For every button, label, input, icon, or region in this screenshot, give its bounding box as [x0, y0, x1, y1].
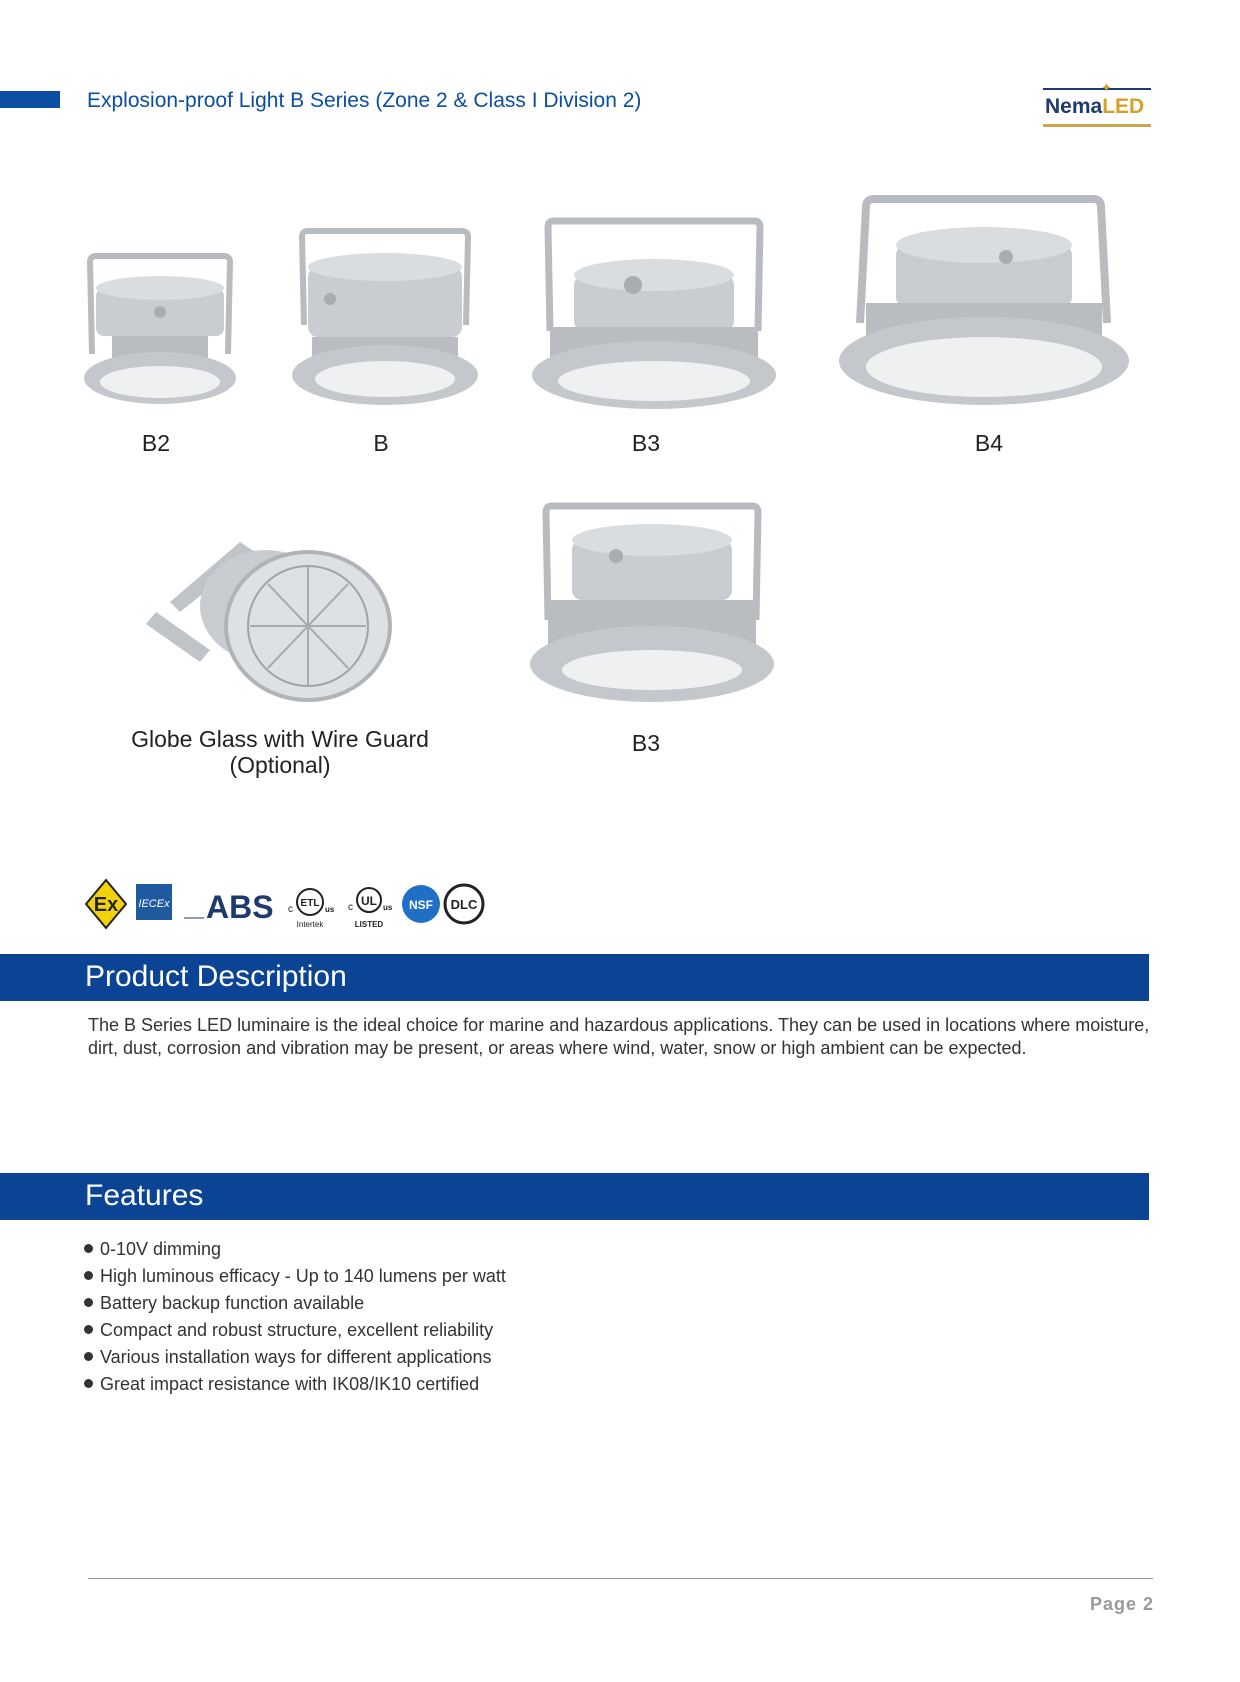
- bullet-icon: [84, 1325, 93, 1334]
- svg-text:ABS: ABS: [206, 889, 274, 925]
- nemaled-logo: ✦ NemaLED: [1043, 80, 1151, 130]
- bullet-icon: [84, 1298, 93, 1307]
- document-title: Explosion-proof Light B Series (Zone 2 & Class I Division 2): [87, 89, 642, 112]
- features-header: [0, 1173, 1149, 1220]
- product-label-globe-line2: (Optional): [229, 752, 331, 778]
- ex-logo: [86, 880, 126, 928]
- svg-text:UL: UL: [361, 894, 377, 908]
- section-title: Features: [85, 1179, 204, 1212]
- svg-text:LISTED: LISTED: [354, 920, 384, 929]
- certification-logos: [84, 878, 514, 930]
- svg-text:us: us: [325, 905, 335, 914]
- product-image-globe-wire-guard: [140, 532, 398, 712]
- features-list: [84, 1236, 506, 1398]
- product-image-b3: [530, 215, 778, 415]
- maple-leaf-icon: ✦: [1101, 80, 1112, 95]
- section-title: Product Description: [85, 960, 347, 993]
- svg-text:ETL: ETL: [300, 898, 320, 909]
- product-label-b4: B4: [974, 430, 1004, 456]
- feature-item: Great impact resistance with IK08/IK10 certified: [84, 1371, 506, 1398]
- feature-item: 0-10V dimming: [84, 1236, 506, 1263]
- product-label-b: B: [373, 430, 389, 456]
- iecex-logo: [136, 884, 172, 920]
- svg-text:us: us: [383, 903, 393, 912]
- page-number: Page 2: [1089, 1594, 1154, 1614]
- product-image-b3-alt: [528, 500, 776, 708]
- bullet-icon: [84, 1379, 93, 1388]
- product-description-text: The B Series LED luminaire is the ideal choice for marine and hazardous applications. They can be used in locations where moisture, dirt, dust, corrosion and vibration may be present, or areas where wind, water, snow or high ambient can be expected.: [88, 1015, 1150, 1058]
- svg-text:Intertek: Intertek: [296, 920, 324, 929]
- svg-text:DLC: DLC: [450, 897, 478, 912]
- footer-divider: [88, 1578, 1153, 1579]
- bullet-icon: [84, 1352, 93, 1361]
- product-label-b3: B3: [631, 430, 661, 456]
- product-label-globe-line1: Globe Glass with Wire Guard: [131, 726, 429, 752]
- product-label-b2: B2: [141, 430, 171, 456]
- product-label-b3-alt: B3: [631, 730, 661, 756]
- feature-item: Compact and robust structure, excellent reliability: [84, 1317, 506, 1344]
- svg-text:IECEx: IECEx: [138, 898, 170, 910]
- header-accent-bar: [0, 91, 60, 108]
- bullet-icon: [84, 1244, 93, 1253]
- etl-logo: [288, 889, 335, 929]
- bullet-icon: [84, 1271, 93, 1280]
- product-description-header: [0, 954, 1149, 1001]
- abs-logo: [184, 889, 274, 925]
- svg-text:Ex: Ex: [93, 894, 119, 916]
- product-image-b2: [82, 250, 238, 415]
- svg-text:NSF: NSF: [409, 898, 433, 912]
- ul-listed-logo: [348, 888, 393, 929]
- product-image-b4: [836, 193, 1131, 415]
- feature-item: Battery backup function available: [84, 1290, 506, 1317]
- nsf-logo: [402, 885, 440, 923]
- svg-text:c: c: [288, 904, 293, 915]
- dlc-logo: [445, 885, 483, 923]
- feature-item: Various installation ways for different applications: [84, 1344, 506, 1371]
- product-image-b: [290, 225, 480, 415]
- feature-item: High luminous efficacy - Up to 140 lumens per watt: [84, 1263, 506, 1290]
- svg-text:c: c: [348, 902, 353, 913]
